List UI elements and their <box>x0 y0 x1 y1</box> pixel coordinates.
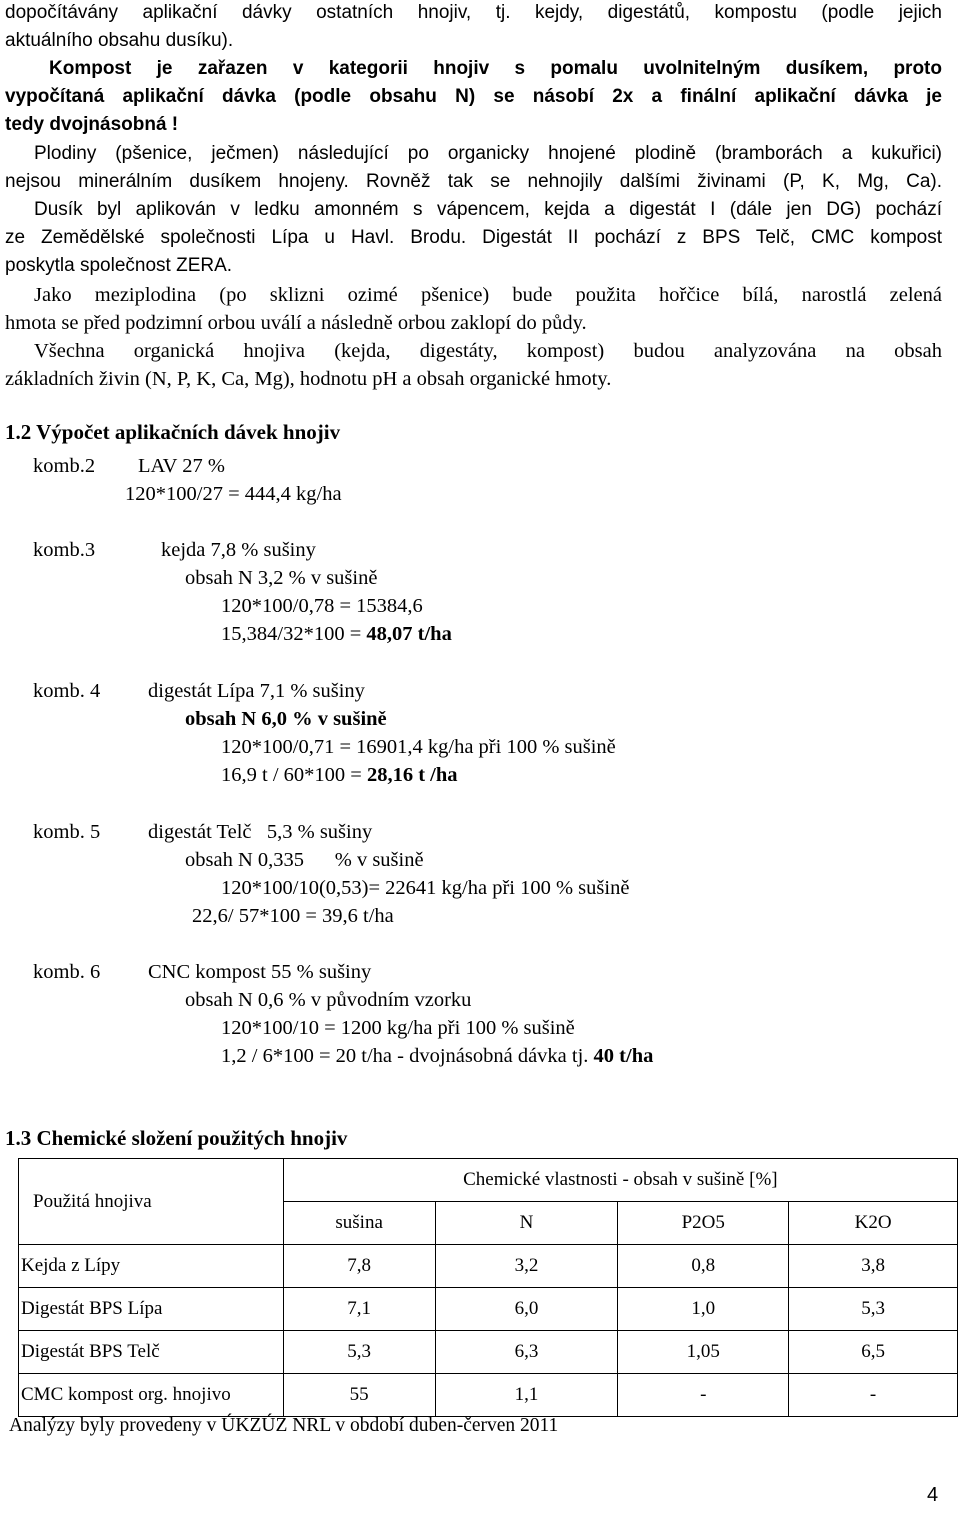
komb-line: 120*100/0,78 = 15384,6 <box>221 595 423 617</box>
table-cell: 3,2 <box>435 1245 618 1288</box>
table-cell-name: Kejda z Lípy <box>19 1245 284 1288</box>
komb-line: digestát Telč 5,3 % sušiny <box>148 821 373 843</box>
paragraph-line: hmota se před podzimní orbou uválí a následně orbou zaklopí do půdy. <box>5 312 587 334</box>
table-note: Analýzy byly provedeny v ÚKZÚZ NRL v období duben-červen 2011 <box>9 1415 559 1436</box>
table-cell-name: Digestát BPS Telč <box>19 1331 284 1374</box>
page-number: 4 <box>927 1484 939 1506</box>
paragraph-line: poskytla společnost ZERA. <box>5 255 233 276</box>
komb-line: 15,384/32*100 = 48,07 t/ha <box>221 623 452 645</box>
table-header-cell: N <box>435 1202 618 1245</box>
table-row <box>19 1331 958 1374</box>
table-cell: - <box>789 1374 958 1417</box>
komb-line: LAV 27 % <box>138 455 225 477</box>
komb-line: 120*100/10(0,53)= 22641 kg/ha při 100 % sušině <box>221 877 630 899</box>
komb-line: 120*100/0,71 = 16901,4 kg/ha při 100 % sušině <box>221 736 616 758</box>
table-cell: 6,0 <box>435 1288 618 1331</box>
table-cell: - <box>618 1374 789 1417</box>
table-cell: 5,3 <box>789 1288 958 1331</box>
table-header-cell: Použitá hnojiva <box>19 1159 284 1245</box>
komb-label: komb. 5 <box>33 821 101 843</box>
komb-label: komb. 4 <box>33 680 101 702</box>
paragraph-line: ze Zemědělské společnosti Lípa u Havl. Brodu. Digestát II pochází z BPS Telč, CMC kompost <box>5 227 942 248</box>
table-cell: 1,1 <box>435 1374 618 1417</box>
komb-result: 48,07 t/ha <box>366 623 452 645</box>
table-row <box>19 1245 958 1288</box>
table-cell: 6,5 <box>789 1331 958 1374</box>
paragraph-line: nejsou minerálním dusíkem hnojeny. Rovněž tak se nehnojily dalšími živinami (P, K, Mg, Ca). <box>5 171 942 192</box>
table-cell-name: CMC kompost org. hnojivo <box>19 1374 284 1417</box>
paragraph-line: Dusík byl aplikován v ledku amonném s vápencem, kejda a digestát I (dále jen DG) pochází <box>34 199 942 220</box>
table-cell: 1,0 <box>618 1288 789 1331</box>
paragraph-line: aktuálního obsahu dusíku). <box>5 30 234 51</box>
table-row <box>19 1374 958 1417</box>
komb-line: 22,6/ 57*100 = 39,6 t/ha <box>192 905 394 927</box>
table-header-cell: K2O <box>789 1202 958 1245</box>
paragraph-line: Všechna organická hnojiva (kejda, digestáty, kompost) budou analyzována na obsah <box>34 340 942 362</box>
table-header-row <box>19 1159 958 1202</box>
table-cell: 6,3 <box>435 1331 618 1374</box>
paragraph-line: dopočítávány aplikační dávky ostatních hnojiv, tj. kejdy, digestátů, kompostu (podle jejich <box>5 2 942 23</box>
komb-line: 16,9 t / 60*100 = 28,16 t /ha <box>221 764 458 786</box>
komb-line: obsah N 0,6 % v původním vzorku <box>185 989 472 1011</box>
komb-line: 1,2 / 6*100 = 20 t/ha - dvojnásobná dávka tj. 40 t/ha <box>221 1045 654 1067</box>
paragraph-line: základních živin (N, P, K, Ca, Mg), hodnotu pH a obsah organické hmoty. <box>5 368 612 390</box>
paragraph-line-bold: vypočítaná aplikační dávka (podle obsahu N) se násobí 2x a finální aplikační dávka je <box>5 86 942 107</box>
paragraph-line-bold: Kompost je zařazen v kategorii hnojiv s pomalu uvolnitelným dusíkem, proto <box>49 58 942 79</box>
komb-line: obsah N 0,335 % v sušině <box>185 849 424 871</box>
table-cell: 5,3 <box>283 1331 435 1374</box>
table-header-cell: P2O5 <box>618 1202 789 1245</box>
table-cell-name: Digestát BPS Lípa <box>19 1288 284 1331</box>
komb-result: 40 t/ha <box>593 1045 654 1067</box>
table-cell: 7,1 <box>283 1288 435 1331</box>
table-cell: 55 <box>283 1374 435 1417</box>
paragraph-line: Jako meziplodina (po sklizni ozimé pšenice) bude použita hořčice bílá, narostlá zelená <box>34 284 942 306</box>
section-heading: 1.3 Chemické složení použitých hnojiv <box>5 1126 348 1150</box>
table-cell: 7,8 <box>283 1245 435 1288</box>
komb-line-bold: obsah N 6,0 % v sušině <box>185 708 387 730</box>
table-row <box>19 1288 958 1331</box>
section-heading: 1.2 Výpočet aplikačních dávek hnojiv <box>5 420 341 444</box>
table-cell: 1,05 <box>618 1331 789 1374</box>
komb-label: komb. 6 <box>33 961 101 983</box>
paragraph-line: Plodiny (pšenice, ječmen) následující po organicky hnojené plodině (bramborách a kukuřici) <box>34 143 942 164</box>
table-cell: 3,8 <box>789 1245 958 1288</box>
komb-line: 120*100/27 = 444,4 kg/ha <box>125 483 342 505</box>
table-header-cell: sušina <box>283 1202 435 1245</box>
komb-line: CNC kompost 55 % sušiny <box>148 961 372 983</box>
paragraph-line-bold: tedy dvojnásobná ! <box>5 114 179 135</box>
komb-label: komb.2 <box>33 455 96 477</box>
table-cell: 0,8 <box>618 1245 789 1288</box>
komb-line: 120*100/10 = 1200 kg/ha při 100 % sušině <box>221 1017 575 1039</box>
chemical-composition-table <box>18 1158 958 1417</box>
komb-label: komb.3 <box>33 539 96 561</box>
komb-line: digestát Lípa 7,1 % sušiny <box>148 680 365 702</box>
komb-line: obsah N 3,2 % v sušině <box>185 567 378 589</box>
komb-result: 28,16 t /ha <box>366 764 458 786</box>
komb-line: kejda 7,8 % sušiny <box>161 539 316 561</box>
table-group-header: Chemické vlastnosti - obsah v sušině [%] <box>283 1159 957 1202</box>
